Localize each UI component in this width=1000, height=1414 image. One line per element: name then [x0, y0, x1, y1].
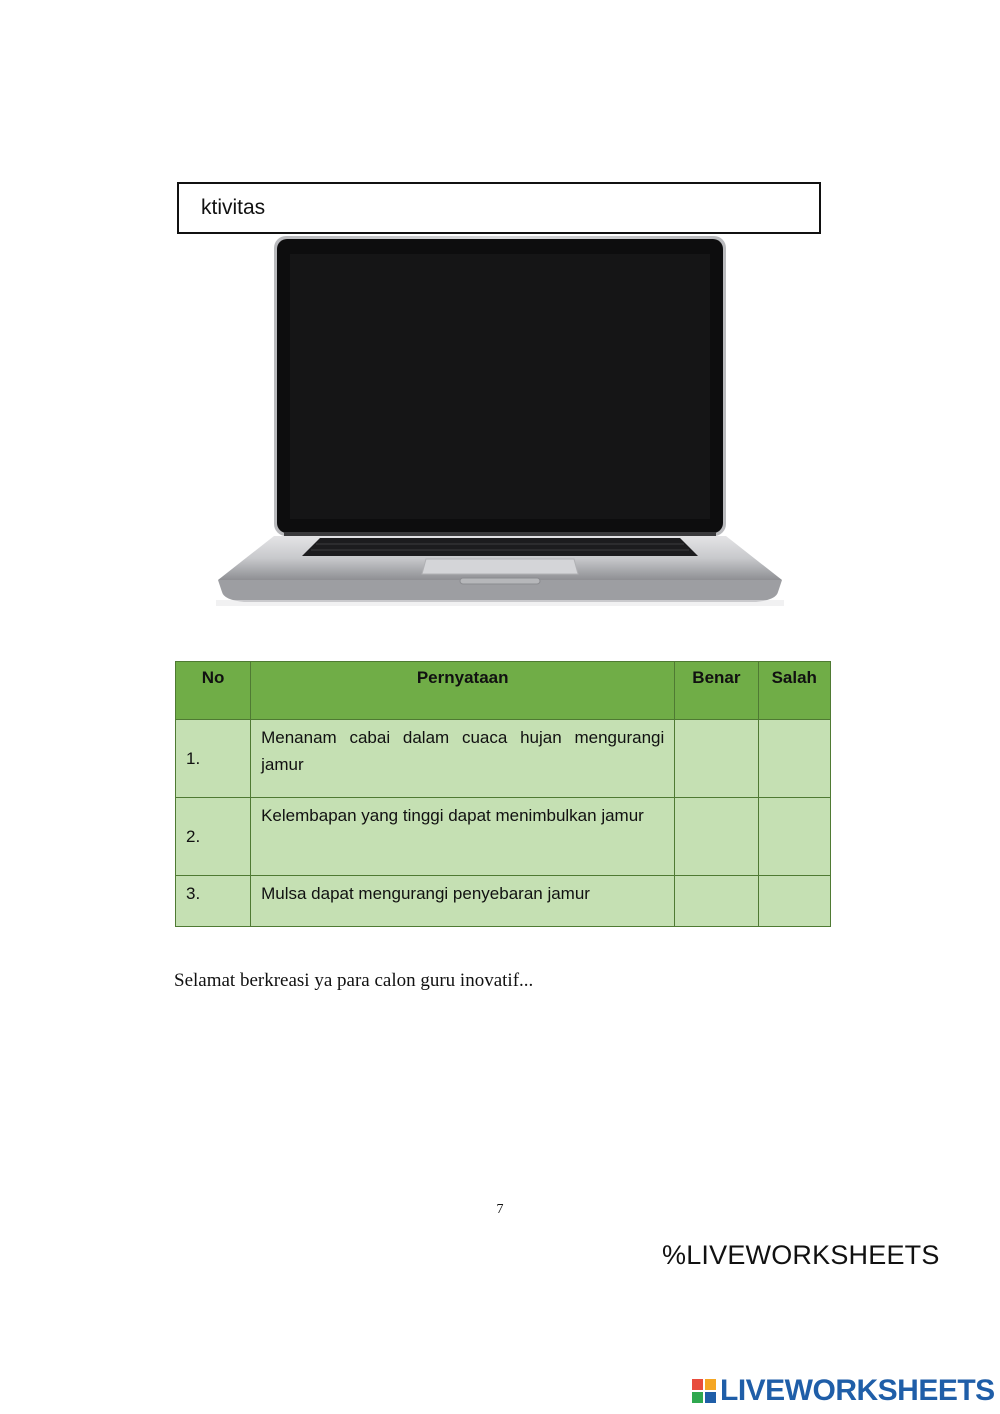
false-answer-cell[interactable] [758, 876, 830, 927]
row-statement: Menanam cabai dalam cuaca hujan mengurangi jamur [251, 720, 675, 798]
true-answer-cell[interactable] [675, 876, 758, 927]
closing-text: Selamat berkreasi ya para calon guru inovatif... [174, 970, 534, 991]
row-statement: Kelembapan yang tinggi dapat menimbulkan jamur [251, 798, 675, 876]
page-number: 7 [496, 1202, 504, 1217]
table-row [176, 798, 831, 876]
row-statement: Mulsa dapat mengurangi penyebaran jamur [251, 876, 675, 927]
false-answer-cell[interactable] [758, 720, 830, 798]
false-answer-cell[interactable] [758, 798, 830, 876]
row-number: 1. [176, 720, 251, 798]
activity-title: ktivitas [201, 196, 266, 219]
statement-table [175, 661, 831, 927]
true-answer-cell[interactable] [675, 720, 758, 798]
activity-title-box [177, 182, 821, 234]
liveworksheets-logo-icon [692, 1379, 716, 1403]
row-number: 3. [176, 876, 251, 927]
table-row [176, 720, 831, 798]
liveworksheets-logo-text: LIVEWORKSHEETS [720, 1374, 995, 1407]
header-false: Salah [758, 662, 830, 720]
liveworksheets-logo[interactable] [692, 1374, 995, 1408]
header-true: Benar [675, 662, 758, 720]
header-no: No [176, 662, 251, 720]
table-row [176, 876, 831, 927]
true-answer-cell[interactable] [675, 798, 758, 876]
laptop-image [216, 236, 784, 606]
row-number: 2. [176, 798, 251, 876]
table-header-row [176, 662, 831, 720]
header-statement: Pernyataan [251, 662, 675, 720]
liveworksheets-watermark: %LIVEWORKSHEETS [662, 1240, 940, 1270]
